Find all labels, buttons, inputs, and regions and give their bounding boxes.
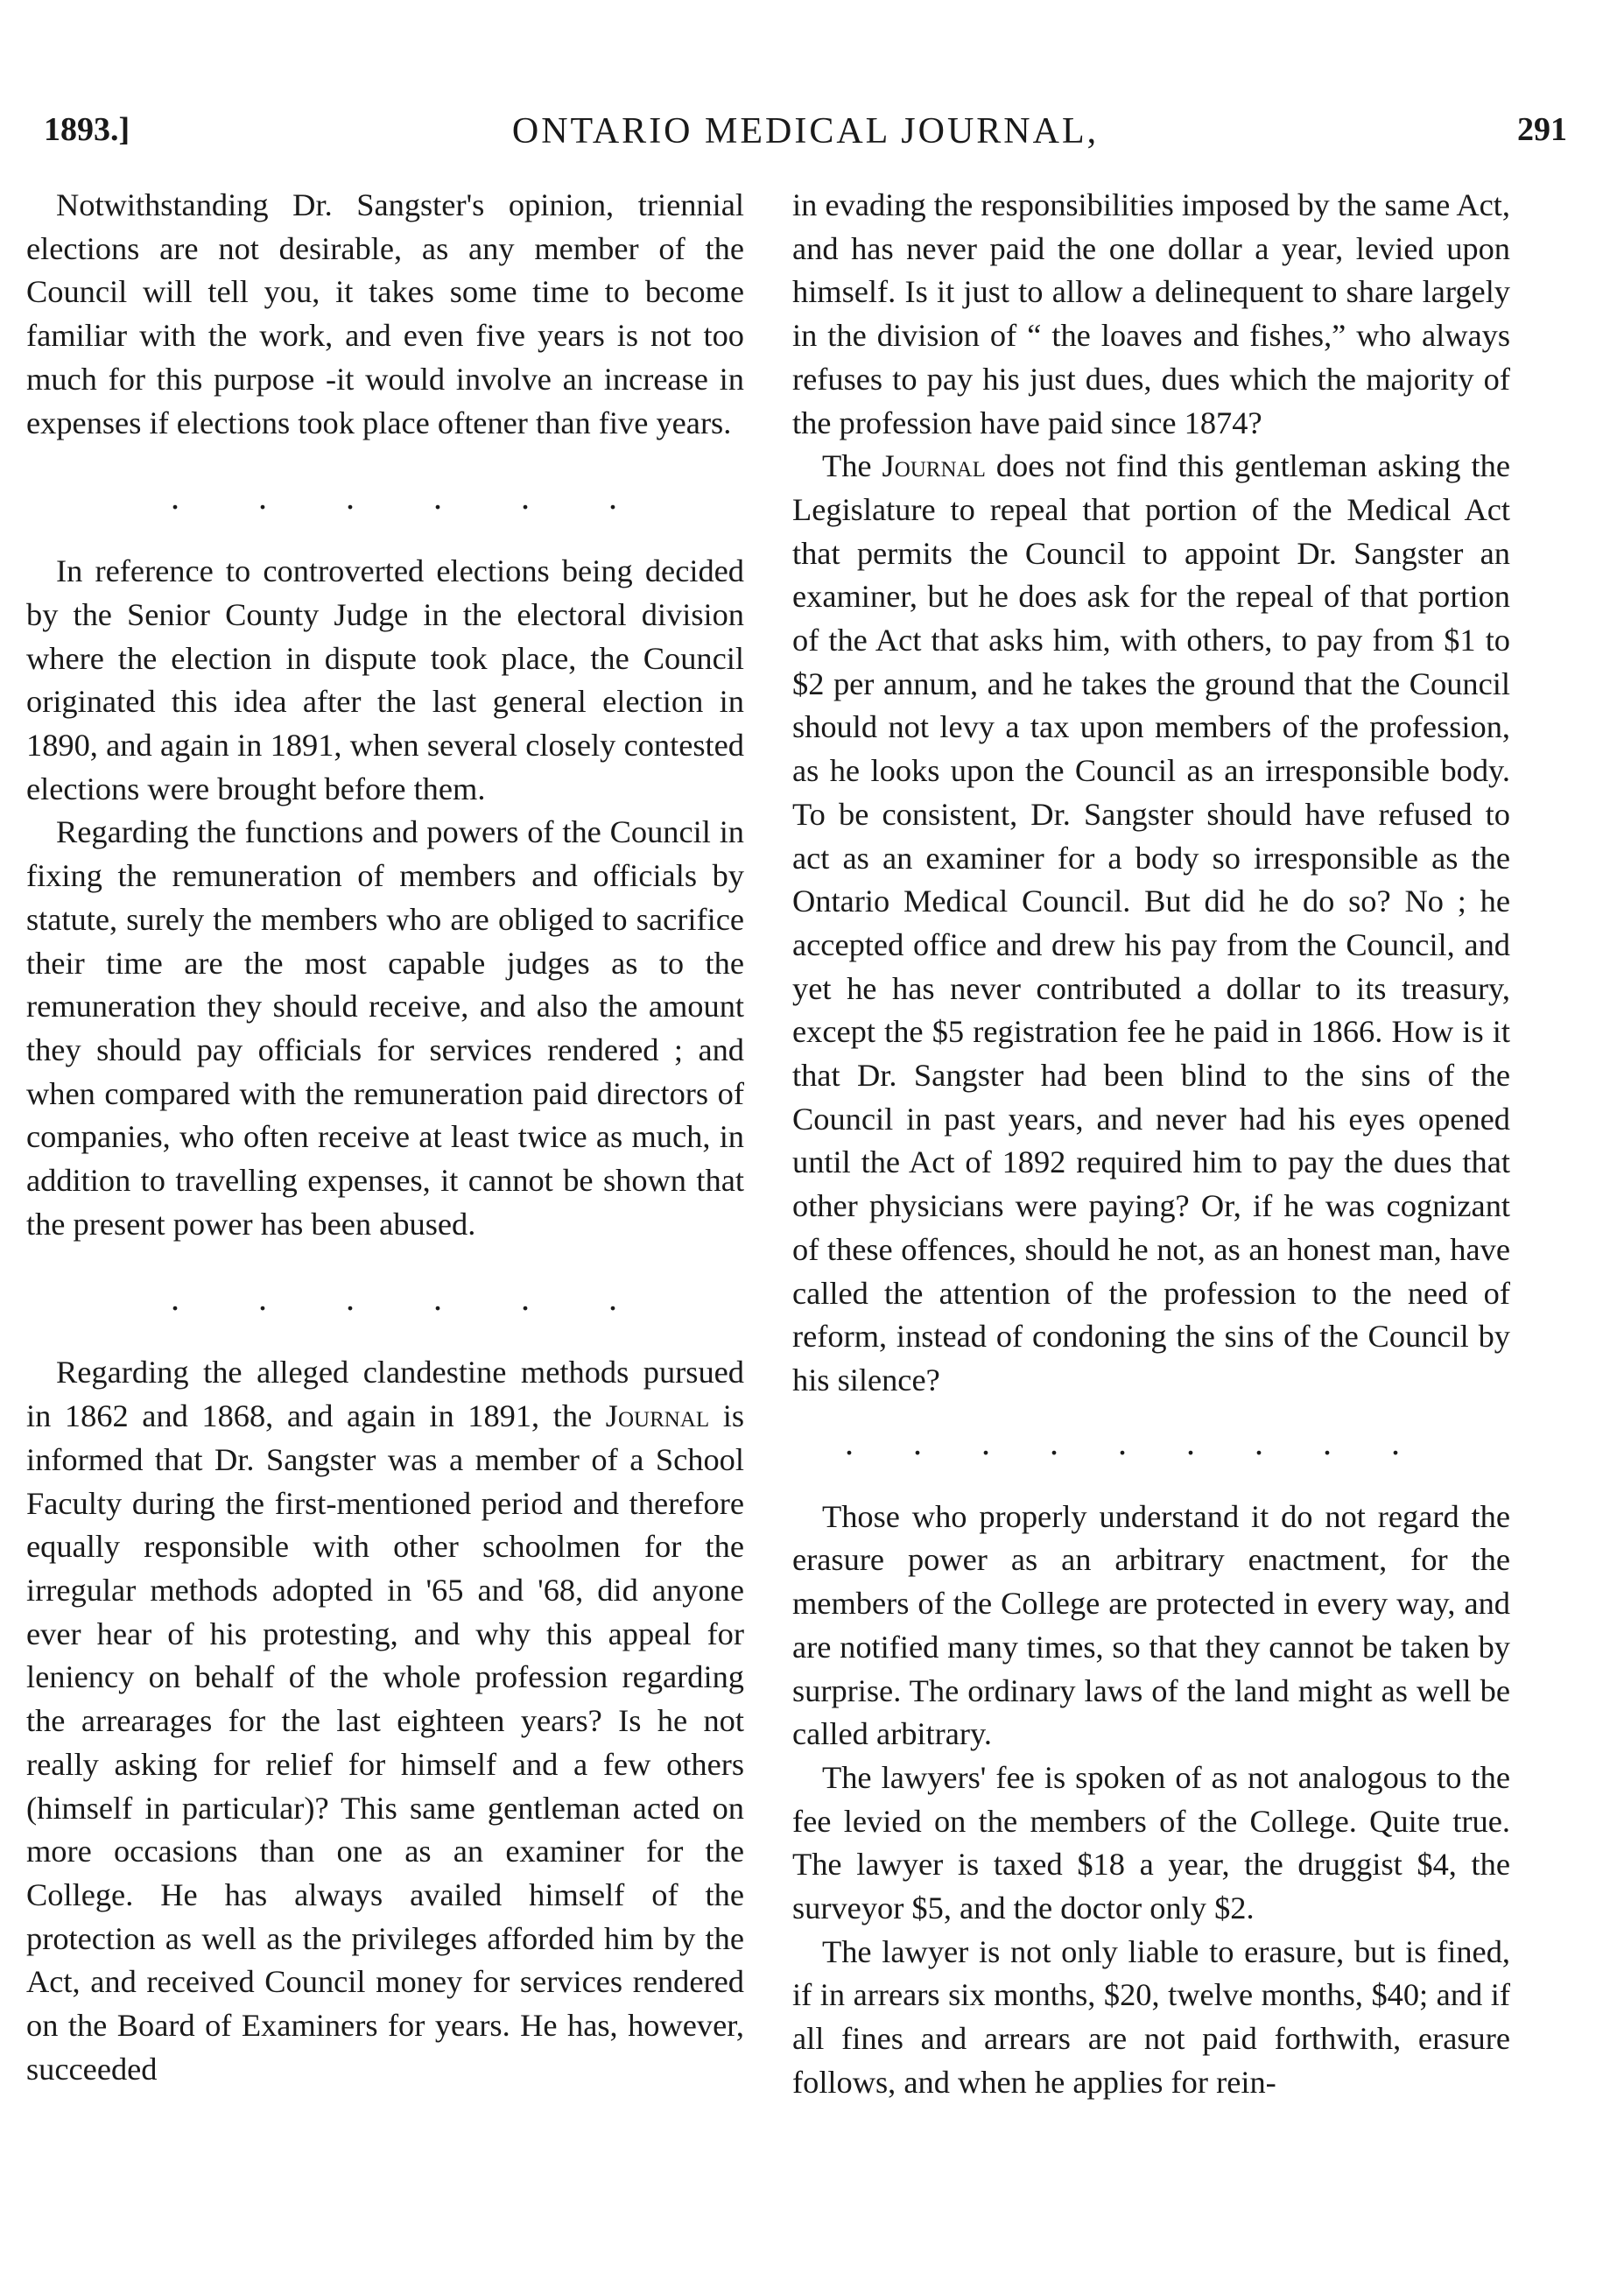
section-separator: . . . . . . . . . (845, 1422, 1400, 1462)
paragraph-erasure-power: Those who properly understand it do not regard the erasure power as an arbitrary enactment, for the members of the College are protected in every way, and are notified many times, so that they cannot be taken by surprise. The ordinary laws of the land might as well be called arbitrary. (792, 1498, 1510, 1752)
header-year: 1893.] (44, 111, 130, 148)
running-header (44, 110, 1567, 159)
paragraph-evading-responsibilities: in evading the responsibilities imposed by the same Act, and has never paid the one dollar a year, levied upon himself. Is it just to allow a delinequent to share largely in the division of “ the loaves and fishes,” who always refuses to pay his just dues, dues which the majority of the profession have paid since 1874? (792, 187, 1510, 440)
journal-title: ONTARIO MEDICAL JOURNAL, (511, 111, 1100, 151)
paragraph-lawyers-fee: The lawyers' fee is spoken of as not analogous to the fee levied on the members of the College. Quite true. The lawyer is taxed $18 a year, the druggist $4, the surveyor $5, and the doctor only $2. (792, 1759, 1510, 1926)
section-separator: . . . . . . (171, 1278, 617, 1319)
journal-name: Journal (882, 448, 986, 484)
paragraph-clandestine-methods (26, 1351, 744, 2091)
paragraph-text: The (822, 448, 872, 484)
paragraph-lawyer-erasure: The lawyer is not only liable to erasure, but is fined, if in arrears six months, $20, twelve months, $40; and if all fines and arrears are not paid forthwith, erasure follows, and when he applies for rein- (792, 1933, 1510, 2100)
paragraph-text: does not find this gentleman asking the Legislature to repeal that portion of the Medical Act that permits the Council to appoint Dr. Sangster an examiner, but he does ask for the repeal of that portion of the Act that asks him, with others, to pay from $1 to $2 per annum, and he takes the ground that the Council should not levy a tax upon members of the profession, as he looks upon the Council as an irresponsible body. To be consistent, Dr. Sangster should have refused to act as an examiner for a body so irresponsible as the Ontario Medical Council. But did he do so? No ; he accepted office and drew his pay from the Council, and yet he has never contributed a dollar to its treasury, except the $5 registration fee he paid in 1866. How is it that Dr. Sangster had been blind to the sins of the Council in past years, and never had his eyes opened until the Act of 1892 required him to pay the dues that other physicians were paying? Or, if he was cognizant of these offences, should he not, as an honest man, have called the attention of the profession to the need of reform, instead of condoning the sins of the Council by his silence? (792, 448, 1510, 1397)
section-separator: . . . . . . (171, 477, 617, 517)
page-number: 291 (1517, 111, 1567, 148)
paragraph-remuneration: Regarding the functions and powers of the Council in fixing the remuneration of members and officials by statute, surely the members who are obliged to sacrifice their time are the most capable judges as to the remuneration they should receive, and also the amount they should pay officials for services rendered ; and when compared with the remuneration paid directors of companies, who often receive at least twice as much, in addition to travelling expenses, it cannot be shown that the present power has been abused. (26, 814, 744, 1242)
paragraph-controverted-elections: In reference to controverted elections being decided by the Senior County Judge in the electoral division where the election in dispute took place, the Council originated this idea after the last general election in 1890, and again in 1891, when several closely contested elections were brought before them. (26, 553, 744, 806)
journal-name: Journal (605, 1398, 710, 1434)
paragraph-triennial-elections: Notwithstanding Dr. Sangster's opinion, triennial elections are not desirable, as any member of the Council will tell you, it takes some time to become familiar with the work, and even five years is not too much for this purpose -it would involve an increase in expenses if elections took place oftener than five years. (26, 187, 744, 440)
left-column (26, 184, 744, 2091)
right-column (792, 184, 1510, 2105)
paragraph-journal-repeal (792, 445, 1510, 1402)
paragraph-text: is informed that Dr. Sangster was a member of a School Faculty during the first-mentioned period and therefore equally responsible with other schoolmen for the irregular methods adopted in '65 and '68, did anyone ever hear of his protesting, and why this appeal for leniency on behalf of the whole profession regarding the arrearages for the last eighteen years? Is he not really asking for relief for himself and a few others (himself in particular)? This same gentleman acted on more occasions than one as an examiner for the College. He has always availed himself of the protection as well as the privileges afforded him by the Act, and received Council money for services rendered on the Board of Examiners for years. He has, however, succeeded (26, 1398, 744, 2087)
paragraph-text: Regarding the alleged clandestine methods pursued in 1862 and 1868, and again in 1891, the (26, 1355, 744, 1434)
